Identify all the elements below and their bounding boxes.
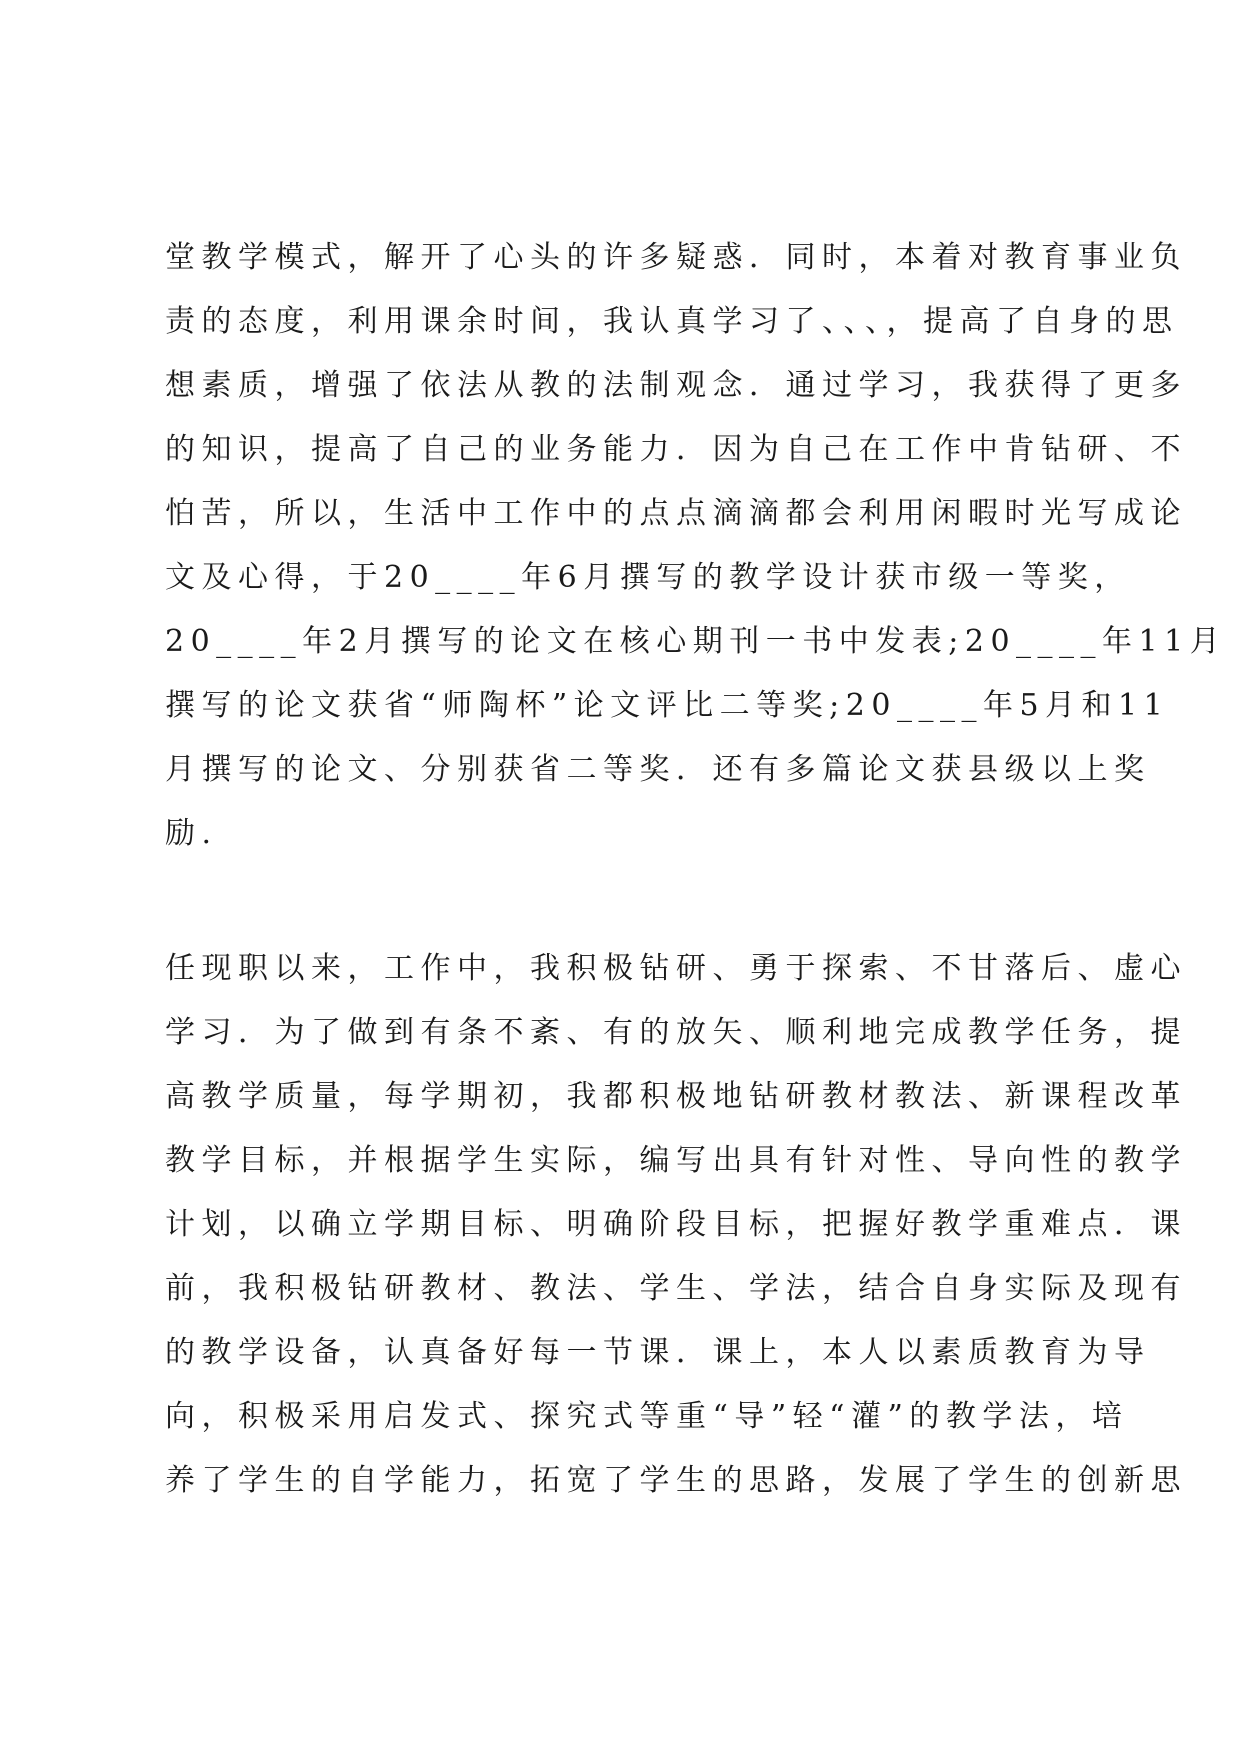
paragraph-line: 前，我积极钻研教材、教法、学生、学法，结合自身实际及现有: [165, 1271, 1187, 1306]
paragraph-line: 养了学生的自学能力，拓宽了学生的思路，发展了学生的创新思: [165, 1463, 1187, 1498]
paragraph-line: 向，积极采用启发式、探究式等重“导”轻“灌”的教学法，培: [165, 1399, 1129, 1434]
paragraph-line: 堂教学模式，解开了心头的许多疑惑．同时，本着对教育事业负: [165, 240, 1187, 275]
paragraph-1: [165, 226, 1227, 866]
paragraph-line: 任现职以来，工作中，我积极钻研、勇于探索、不甘落后、虚心: [165, 951, 1187, 986]
paragraph-line: 想素质，增强了依法从教的法制观念．通过学习，我获得了更多: [165, 368, 1187, 403]
paragraph-line: 撰写的论文获省“师陶杯”论文评比二等奖;20____年5月和11: [165, 688, 1170, 723]
paragraph-line: 高教学质量，每学期初，我都积极地钻研教材教法、新课程改革: [165, 1079, 1187, 1114]
paragraph-line: 月撰写的论文、分别获省二等奖．还有多篇论文获县级以上奖: [165, 752, 1151, 787]
paragraph-2: [165, 937, 1187, 1513]
paragraph-line: 文及心得，于20____年6月撰写的教学设计获市级一等奖，: [165, 560, 1131, 595]
paragraph-line: 学习．为了做到有条不紊、有的放矢、顺利地完成教学任务，提: [165, 1015, 1187, 1050]
paragraph-line: 计划，以确立学期目标、明确阶段目标，把握好教学重难点．课: [165, 1207, 1187, 1242]
paragraph-line: 的教学设备，认真备好每一节课．课上，本人以素质教育为导: [165, 1335, 1151, 1370]
paragraph-line: 怕苦，所以，生活中工作中的点点滴滴都会利用闲暇时光写成论: [165, 496, 1187, 531]
paragraph-line: 责的态度，利用课余时间，我认真学习了、、、，提高了自身的思: [165, 304, 1179, 339]
paragraph-line: 教学目标，并根据学生实际，编写出具有针对性、导向性的教学: [165, 1143, 1187, 1178]
paragraph-line: 的知识，提高了自己的业务能力．因为自己在工作中肯钻研、不: [165, 432, 1187, 467]
paragraph-line: 励.: [165, 816, 218, 851]
paragraph-line: 20____年2月撰写的论文在核心期刊一书中发表;20____年11月: [165, 624, 1227, 659]
